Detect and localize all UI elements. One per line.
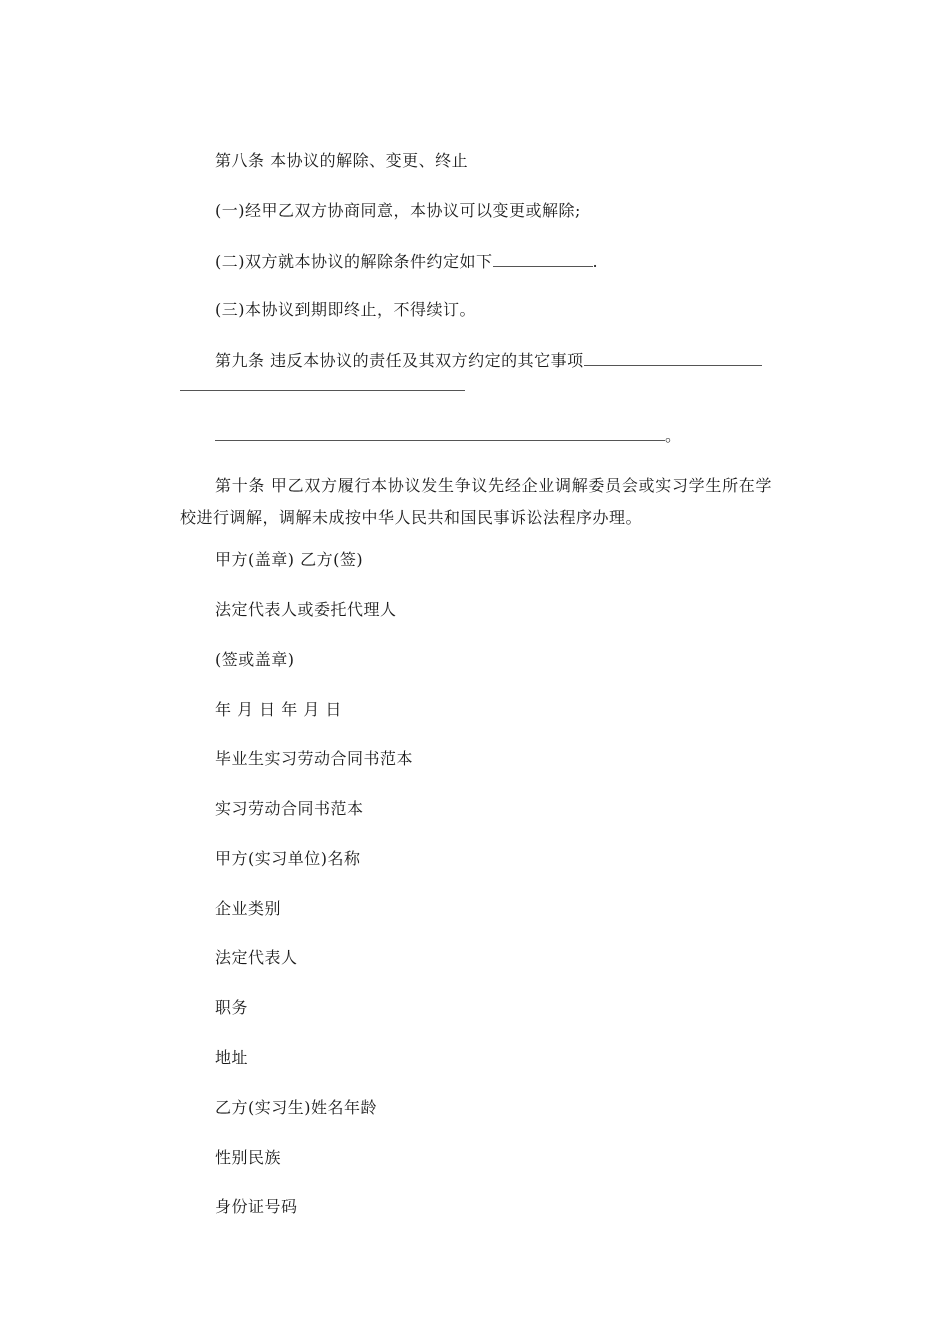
template-title1: 毕业生实习劳动合同书范本: [215, 749, 414, 768]
fill-blank-article9-c: [215, 425, 665, 441]
address-label: 地址: [215, 1048, 249, 1067]
signature-parties: 甲方(盖章) 乙方(签): [215, 550, 364, 569]
fill-blank-article9-b: [180, 375, 465, 391]
party-b-name-age-label: 乙方(实习生)姓名年龄: [215, 1098, 377, 1117]
signature-dates: 年 月 日 年 月 日: [215, 700, 342, 719]
article9-blank-line-3: [215, 425, 682, 446]
article10-paragraph: 第十条 甲乙双方履行本协议发生争议先经企业调解委员会或实习学生所在学校进行调解，调解未成按中华人民共和国民事诉讼法程序办理。: [180, 476, 772, 527]
signature-sign-or-seal: (签或盖章): [215, 650, 295, 669]
party-a-name-label: 甲方(实习单位)名称: [215, 849, 361, 868]
article8-item1: (一)经甲乙双方协商同意，本协议可以变更或解除;: [215, 201, 581, 220]
article8-item2-end: .: [592, 252, 599, 271]
article9-title-line: [215, 350, 762, 371]
enterprise-type-label: 企业类别: [215, 899, 282, 918]
article9-title: 第九条 违反本协议的责任及其双方约定的其它事项: [215, 351, 584, 370]
article8-item3: (三)本协议到期即终止，不得续订。: [215, 300, 476, 319]
article8-item2-text: (二)双方就本协议的解除条件约定如下: [215, 252, 493, 271]
fill-blank-article9-a: [584, 350, 762, 366]
article9-end-mark: 。: [665, 426, 682, 445]
position-label: 职务: [215, 998, 249, 1017]
template-title2: 实习劳动合同书范本: [215, 799, 364, 818]
article9-blank-line-2: [180, 375, 465, 396]
legal-rep-label: 法定代表人: [215, 948, 298, 967]
gender-ethnicity-label: 性别民族: [215, 1148, 282, 1167]
id-number-label: 身份证号码: [215, 1197, 298, 1216]
signature-representative: 法定代表人或委托代理人: [215, 600, 397, 619]
article8-title: 第八条 本协议的解除、变更、终止: [215, 151, 469, 170]
article8-item2: [215, 251, 598, 272]
fill-blank-termination-conditions: [493, 251, 593, 267]
